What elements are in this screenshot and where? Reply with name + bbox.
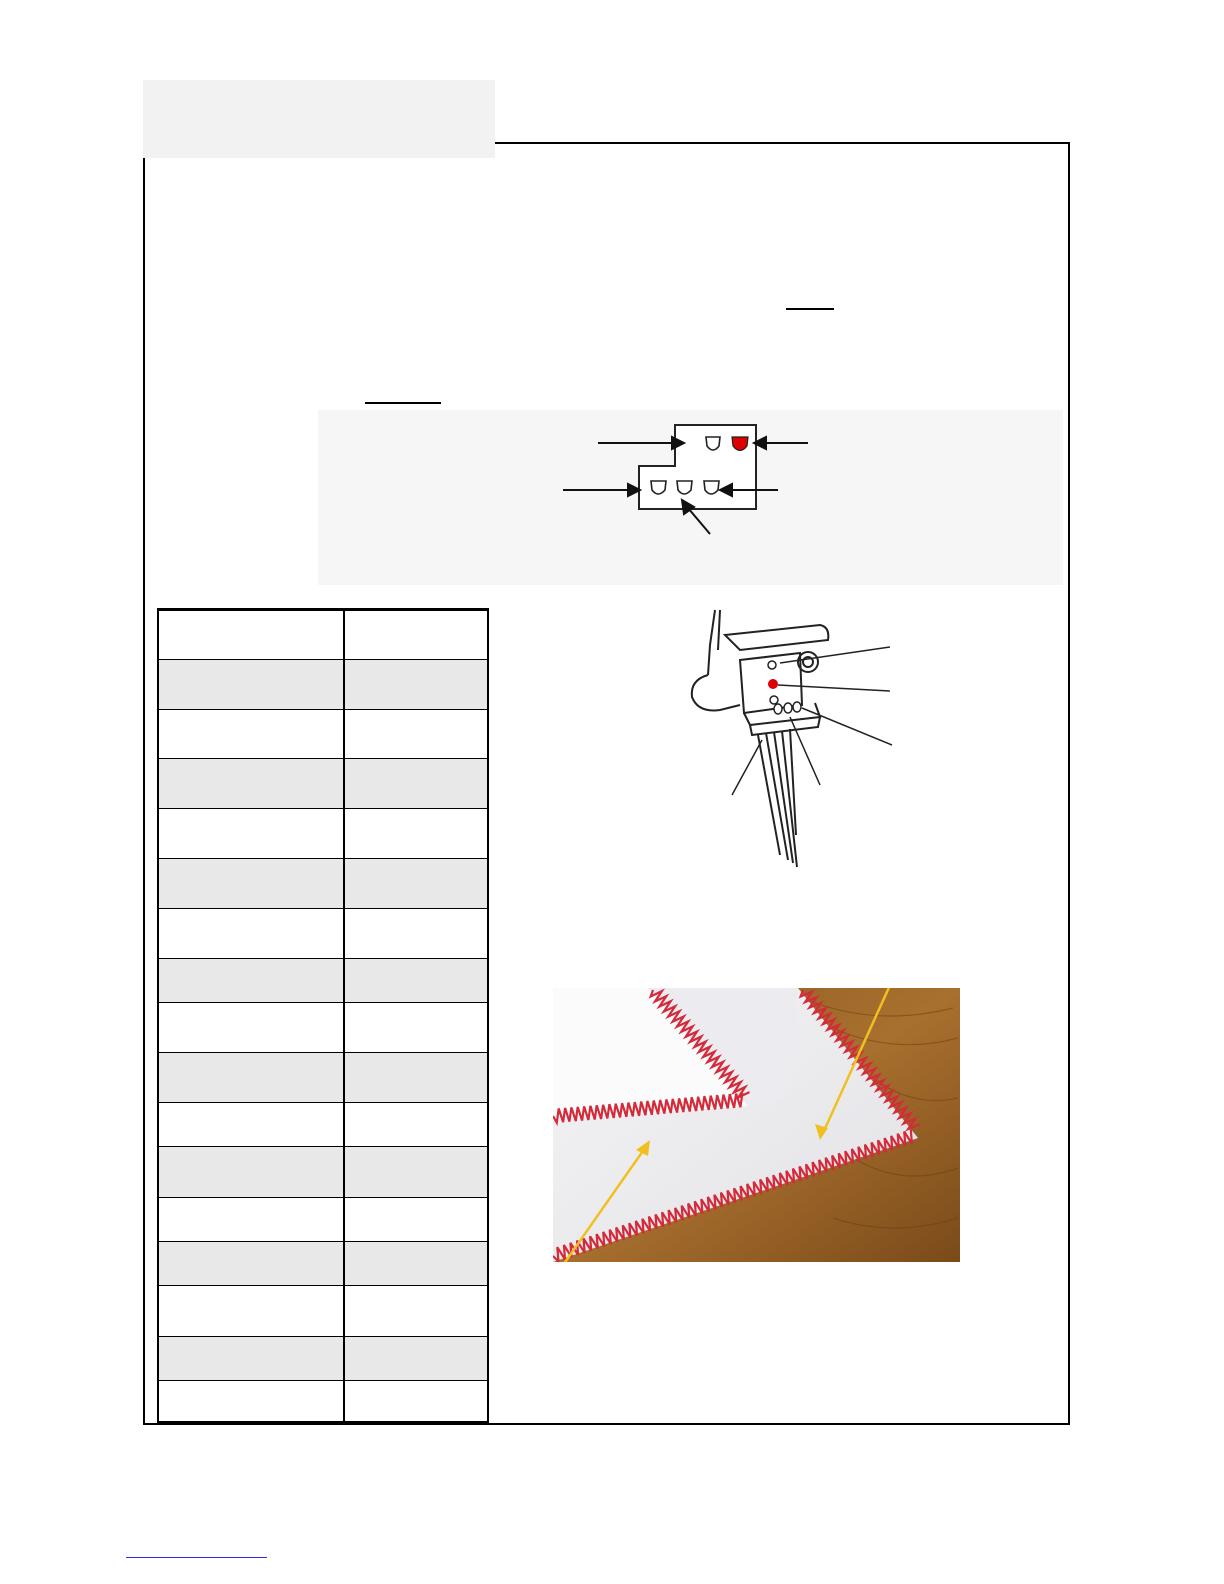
clamp-top: [725, 625, 828, 650]
settings-row: [158, 859, 488, 909]
settings-row: [158, 710, 488, 759]
presser-housing: [692, 675, 740, 710]
settings-value-cell: [344, 1003, 488, 1053]
settings-row: [158, 660, 488, 710]
leader-b: [778, 685, 890, 691]
settings-label-cell: [158, 1337, 344, 1381]
settings-value-cell: [344, 1286, 488, 1337]
leader-a: [780, 647, 890, 663]
settings-label-cell: [158, 1242, 344, 1286]
hole-a: [768, 661, 776, 669]
settings-value-cell: [344, 959, 488, 1003]
settings-row: [158, 1286, 488, 1337]
settings-row: [158, 959, 488, 1003]
footer-link-underline: [126, 1557, 267, 1558]
settings-value-cell: [344, 809, 488, 859]
settings-label-cell: [158, 1003, 344, 1053]
settings-value-cell: [344, 1198, 488, 1242]
arrow-cover-middle: [688, 508, 710, 534]
settings-label-cell: [158, 1053, 344, 1103]
settings-value-cell: [344, 1337, 488, 1381]
settings-value-cell: [344, 1242, 488, 1286]
needle-position-diagram: [318, 410, 1063, 585]
settings-label-cell: [158, 759, 344, 809]
frame-left-border: [143, 158, 145, 1425]
settings-value-cell: [344, 909, 488, 959]
settings-label-cell: [158, 1286, 344, 1337]
settings-value-cell: [344, 710, 488, 759]
frame-right-border: [1068, 142, 1070, 1425]
hole-b-active: [768, 679, 778, 689]
settings-value-cell: [344, 859, 488, 909]
fabric-stitch-photo: [553, 988, 960, 1262]
settings-row: [158, 809, 488, 859]
settings-value-cell: [344, 1103, 488, 1147]
logo-background: [143, 80, 495, 158]
settings-table-body: [158, 610, 488, 1423]
settings-row: [158, 1381, 488, 1423]
settings-value-cell: [344, 1053, 488, 1103]
settings-row: [158, 1242, 488, 1286]
settings-row: [158, 1198, 488, 1242]
settings-value-cell: [344, 759, 488, 809]
needle-head-illustration: [680, 605, 920, 880]
needle-bar-line: [718, 610, 720, 650]
needle-bar-line: [708, 610, 715, 675]
settings-row: [158, 1337, 488, 1381]
clamp-base-lower: [750, 717, 820, 735]
settings-table: [157, 608, 489, 1424]
needle-d-icon: [677, 481, 692, 494]
settings-label-cell: [158, 809, 344, 859]
settings-label-cell: [158, 710, 344, 759]
blank-underline: [365, 402, 441, 404]
frame-top-border: [495, 142, 1070, 144]
settings-label-cell: [158, 660, 344, 710]
settings-value-cell: [344, 660, 488, 710]
blank-underline: [786, 308, 834, 310]
settings-row: [158, 759, 488, 809]
needle-diagram-svg: [318, 410, 1063, 585]
settings-label-cell: [158, 610, 344, 660]
settings-label-cell: [158, 1103, 344, 1147]
settings-label-cell: [158, 1147, 344, 1198]
settings-row: [158, 610, 488, 660]
hole-c: [774, 704, 782, 714]
settings-row: [158, 1147, 488, 1198]
needle-a-icon: [706, 437, 720, 450]
settings-row: [158, 1053, 488, 1103]
settings-value-cell: [344, 1381, 488, 1423]
leader-c: [732, 740, 762, 795]
settings-row: [158, 909, 488, 959]
hole-e: [793, 702, 801, 712]
hole-low: [770, 696, 778, 704]
settings-row: [158, 1003, 488, 1053]
settings-value-cell: [344, 1147, 488, 1198]
needle-head-svg: [680, 605, 920, 880]
settings-label-cell: [158, 859, 344, 909]
settings-value-cell: [344, 610, 488, 660]
fabric-photo-svg: [553, 988, 960, 1262]
needle-c-icon: [651, 481, 666, 494]
settings-label-cell: [158, 909, 344, 959]
hole-d: [784, 703, 792, 713]
settings-label-cell: [158, 1381, 344, 1423]
settings-label-cell: [158, 959, 344, 1003]
needle-e-icon: [704, 481, 719, 494]
settings-label-cell: [158, 1198, 344, 1242]
settings-row: [158, 1103, 488, 1147]
